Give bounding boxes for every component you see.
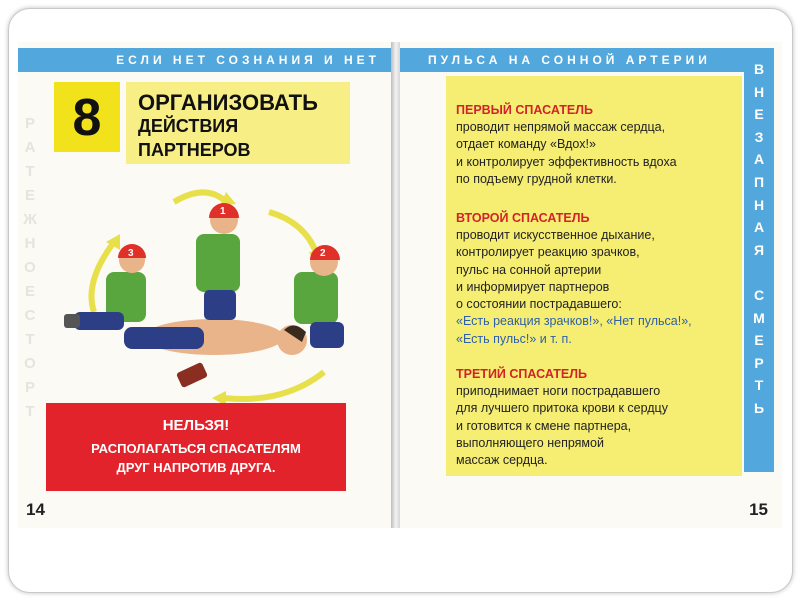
header-band-left: ЕСЛИ НЕТ СОЗНАНИЯ И НЕТ <box>18 48 394 72</box>
section-line: отдает команду «Вдох!» <box>456 137 596 152</box>
section-heading: ПЕРВЫЙ СПАСАТЕЛЬ <box>456 103 593 117</box>
section-line: проводит искусственное дыхание, <box>456 228 655 242</box>
side-title-letter: Е <box>754 106 764 123</box>
section-line: и информирует партнеров <box>456 279 610 294</box>
instructions-box <box>446 76 742 476</box>
warning-title: НЕЛЬЗЯ! <box>162 417 230 434</box>
rescuer-1-legs <box>204 290 236 320</box>
warning-box <box>46 403 346 491</box>
section-heading: ТРЕТИЙ СПАСАТЕЛЬ <box>456 367 587 381</box>
side-title-letter: П <box>753 173 765 190</box>
arrow-icon <box>224 372 324 399</box>
side-title-letter: Т <box>754 377 764 394</box>
rescuer-label: 1 <box>220 206 226 217</box>
section-quote-line: «Есть реакция зрачков!», «Нет пульса!», <box>456 314 692 329</box>
section-line: о состоянии пострадавшего: <box>456 297 622 312</box>
section-line: и контролирует эффективность вдоха <box>456 154 677 169</box>
arrow-icon <box>269 212 316 252</box>
side-title-letter: А <box>753 219 765 236</box>
step-number-box <box>54 82 120 152</box>
section-line: массаж сердца. <box>456 453 548 468</box>
side-title-letter: С <box>753 286 765 303</box>
section-line: приподнимает ноги пострадавшего <box>456 384 661 398</box>
step-number: 8 <box>72 89 102 147</box>
faded-side-text: Р А Т Е Ж Н О Е С Т О Р Т <box>23 115 37 420</box>
right-page <box>400 42 782 528</box>
side-title-band <box>744 48 774 472</box>
book-spread <box>18 42 782 528</box>
side-title-letter: Е <box>754 332 764 349</box>
section-line: проводит непрямой массаж сердца, <box>456 120 666 134</box>
page-number-left: 14 <box>26 500 45 519</box>
boot-icon <box>64 314 80 328</box>
step-title-line: ОРГАНИЗОВАТЬ <box>138 90 318 115</box>
side-title-letter: Н <box>753 196 765 213</box>
side-title-letter: Я <box>753 241 765 258</box>
side-title-letter: Н <box>753 83 765 100</box>
rescuer-2-legs <box>310 322 344 348</box>
side-title-letter <box>744 261 774 284</box>
side-title-letter: М <box>753 309 765 326</box>
section-heading: ВТОРОЙ СПАСАТЕЛЬ <box>456 211 590 225</box>
rescuer-2-body <box>294 272 338 324</box>
side-title <box>744 58 774 420</box>
warning-line: РАСПОЛАГАТЬСЯ СПАСАТЕЛЯМ <box>91 441 301 456</box>
side-title-letter: Ь <box>753 399 765 416</box>
rescuer-3-legs <box>74 312 124 330</box>
side-title-letter: Р <box>754 354 764 371</box>
casualty-legs <box>124 327 204 349</box>
section-first-rescuer <box>456 102 746 188</box>
arrow-icon <box>174 192 224 202</box>
page-number-right: 15 <box>749 500 768 519</box>
section-third-rescuer <box>456 366 746 469</box>
first-aid-kit-icon <box>176 362 208 388</box>
side-title-letter: В <box>753 61 765 77</box>
section-line: и готовится к смене партнера, <box>456 418 632 433</box>
side-title-letter: А <box>753 151 765 168</box>
rescuer-1-body <box>196 234 240 292</box>
rescuer-label: 3 <box>128 248 134 259</box>
header-band-right: ПУЛЬСА НА СОННОЙ АРТЕРИИ <box>400 48 752 72</box>
rescuers-illustration <box>54 172 354 404</box>
rescuer-label: 2 <box>320 248 326 259</box>
left-page <box>18 42 394 528</box>
step-title-box <box>126 82 350 164</box>
warning-line: ДРУГ НАПРОТИВ ДРУГА. <box>116 460 276 475</box>
section-line: контролирует реакцию зрачков, <box>456 245 640 260</box>
section-line: для лучшего притока крови к сердцу <box>456 401 668 416</box>
step-title-line: ДЕЙСТВИЯ <box>138 116 239 136</box>
section-quote-line: «Есть пульс!» и т. п. <box>456 331 572 346</box>
section-line: по подъему грудной клетки. <box>456 171 617 186</box>
side-title-letter: З <box>754 128 764 145</box>
section-line: пульс на сонной артерии <box>456 262 602 277</box>
step-title-line: ПАРТНЕРОВ <box>138 140 251 160</box>
section-line: выполняющего непрямой <box>456 435 604 450</box>
section-second-rescuer <box>456 210 746 348</box>
